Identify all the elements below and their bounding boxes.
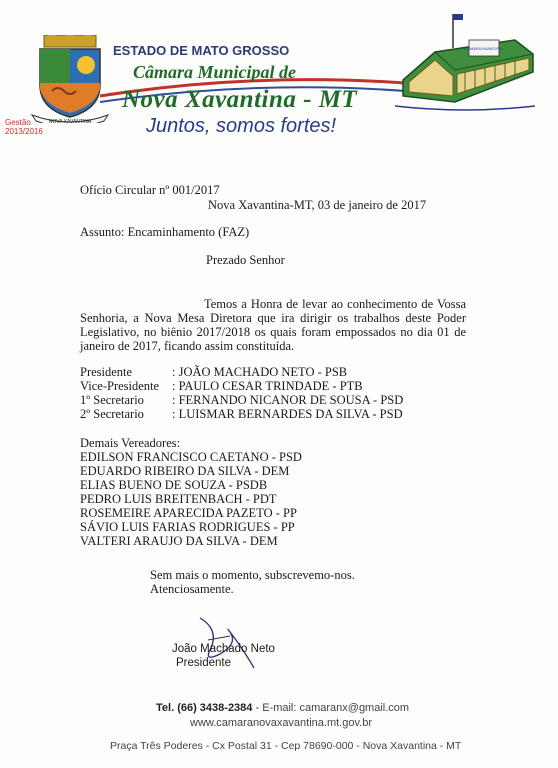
salutation: Prezado Senhor bbox=[206, 253, 285, 267]
board-member-name: : FERNANDO NICANOR DE SOUSA - PSD bbox=[172, 393, 404, 407]
board-member-name: : JOÃO MACHADO NETO - PSB bbox=[172, 365, 348, 379]
body-text: Temos a Honra de levar ao conhecimento de Vossa Senhoria, a Nova Mesa Diretora que ira dirigir os trabalhos deste Poder Legislativo, no biênio 2017/2018 os quais foram empossados no dia 01 de janeiro de 2017, ficando assim constituída. bbox=[80, 297, 466, 353]
building-sign-text: CÂMARA MUNICIPAL bbox=[464, 46, 504, 51]
board-role: Vice-Presidente bbox=[80, 379, 160, 393]
board-row-first-secretary bbox=[80, 393, 403, 407]
footer-address: Praça Três Poderes - Cx Postal 31 - Cep 78690-000 - Nova Xavantina - MT bbox=[110, 740, 462, 752]
councillor-item: EDUARDO RIBEIRO DA SILVA - DEM bbox=[80, 464, 290, 478]
subject: Assunto: Encaminhamento (FAZ) bbox=[80, 225, 250, 239]
board-member-name: : LUISMAR BERNARDES DA SILVA - PSD bbox=[172, 407, 403, 421]
footer-website: www.camaranovaxavantina.mt.gov.br bbox=[190, 717, 372, 729]
board-row-vice-president bbox=[80, 379, 363, 393]
footer-email: - E-mail: camaranx@gmail.com bbox=[252, 702, 410, 714]
councillor-item: VALTERI ARAUJO DA SILVA - DEM bbox=[80, 534, 278, 548]
term-years: 2013/2016 bbox=[5, 127, 43, 136]
chamber-title-line2: Nova Xavantina - MT bbox=[122, 86, 358, 113]
slogan: Juntos, somos fortes! bbox=[146, 115, 337, 137]
term-label bbox=[5, 118, 43, 136]
board-role: Presidente bbox=[80, 365, 133, 379]
state-name: ESTADO DE MATO GROSSO bbox=[113, 43, 290, 58]
board-row-second-secretary bbox=[80, 407, 403, 421]
reference-number: Ofício Circular nº 001/2017 bbox=[80, 183, 220, 197]
councillor-item: SÁVIO LUIS FARIAS RODRIGUES - PP bbox=[80, 520, 295, 534]
body-paragraph bbox=[80, 297, 466, 353]
coat-of-arms-logo bbox=[30, 35, 110, 123]
board-row-president bbox=[80, 365, 347, 379]
other-councillors-title: Demais Vereadores: bbox=[80, 436, 181, 450]
councillor-item: ROSEMEIRE APARECIDA PAZETO - PP bbox=[80, 506, 297, 520]
chamber-title-line1: Câmara Municipal de bbox=[133, 62, 297, 82]
footer-contact bbox=[156, 702, 409, 714]
councillor-item: EDILSON FRANCISCO CAETANO - PSD bbox=[80, 450, 302, 464]
chamber-building-illustration bbox=[395, 10, 535, 115]
councillor-item: PEDRO LUIS BREITENBACH - PDT bbox=[80, 492, 277, 506]
board-role: 2º Secretario bbox=[80, 407, 144, 421]
crest-ribbon-text: NOVA XAVANTINA bbox=[48, 119, 92, 123]
footer-phone: Tel. (66) 3438-2384 bbox=[156, 702, 253, 714]
councillor-item: ELIAS BUENO DE SOUZA - PSDB bbox=[80, 478, 268, 492]
closing-regards: Atenciosamente. bbox=[150, 582, 234, 596]
place-date: Nova Xavantina-MT, 03 de janeiro de 2017 bbox=[208, 198, 427, 212]
signer-title: Presidente bbox=[176, 657, 231, 669]
term-label-word: Gestão bbox=[5, 118, 31, 127]
board-role: 1º Secretario bbox=[80, 393, 144, 407]
signer-name: João Machado Neto bbox=[172, 643, 275, 655]
board-member-name: : PAULO CESAR TRINDADE - PTB bbox=[172, 379, 363, 393]
closing-line: Sem mais o momento, subscrevemo-nos. bbox=[150, 568, 355, 582]
